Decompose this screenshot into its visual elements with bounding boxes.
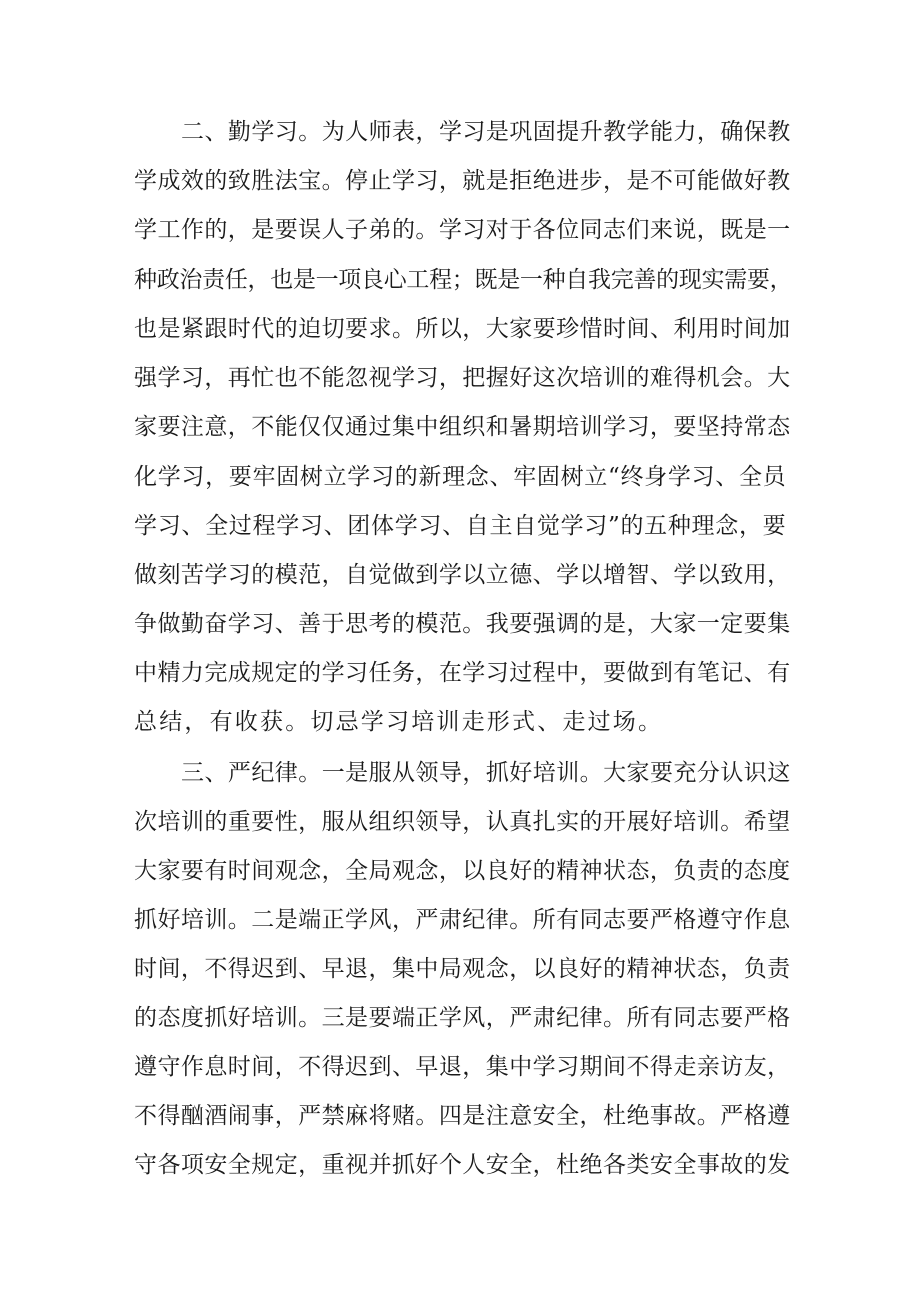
text-line: 时间，不得迟到、早退，集中局观念，以良好的精神状态，负责 <box>134 956 791 982</box>
text-line: 种政治责任，也是一项良心工程；既是一种自我完善的现实需要， <box>134 267 793 293</box>
text-line: 也是紧跟时代的迫切要求。所以，大家要珍惜时间、利用时间加 <box>134 316 791 342</box>
text-line: 学工作的，是要误人子弟的。学习对于各位同志们来说，既是一 <box>134 217 791 243</box>
text-line: 学成效的致胜法宝。停止学习，就是拒绝进步，是不可能做好教 <box>134 168 791 194</box>
text-line: 三、严纪律。一是服从领导，抓好培训。大家要充分认识这 <box>181 760 791 786</box>
text-line: 二、勤学习。为人师表，学习是巩固提升教学能力，确保教 <box>181 119 791 145</box>
text-line: 做刻苦学习的模范，自觉做到学以立德、学以增智、学以致用， <box>134 562 791 588</box>
text-line: 中精力完成规定的学习任务，在学习过程中，要做到有笔记、有 <box>134 660 791 686</box>
text-line: 不得酗酒闹事，严禁麻将赌。四是注意安全，杜绝事故。严格遵 <box>134 1103 791 1129</box>
text-line: 总结，有收获。切忌学习培训走形式、走过场。 <box>134 709 664 735</box>
text-line: 次培训的重要性，服从组织领导，认真扎实的开展好培训。希望 <box>134 809 791 835</box>
text-line: 守各项安全规定，重视并抓好个人安全，杜绝各类安全事故的发 <box>134 1152 791 1178</box>
text-line: 学习、全过程学习、团体学习、自主自觉学习”的五种理念，要 <box>134 513 787 539</box>
text-line: 家要注意，不能仅仅通过集中组织和暑期培训学习，要坚持常态 <box>134 414 791 440</box>
text-line: 的态度抓好培训。三是要端正学风，严肃纪律。所有同志要严格 <box>134 1005 791 1031</box>
text-line: 遵守作息时间，不得迟到、早退，集中学习期间不得走亲访友， <box>134 1054 791 1080</box>
text-line: 抓好培训。二是端正学风，严肃纪律。所有同志要严格遵守作息 <box>134 907 791 933</box>
text-line: 化学习，要牢固树立学习的新理念、牢固树立“终身学习、全员 <box>134 464 787 490</box>
text-line: 强学习，再忙也不能忽视学习，把握好这次培训的难得机会。大 <box>134 365 791 391</box>
text-line: 争做勤奋学习、善于思考的模范。我要强调的是，大家一定要集 <box>134 611 791 637</box>
text-line: 大家要有时间观念，全局观念，以良好的精神状态，负责的态度 <box>134 858 791 884</box>
